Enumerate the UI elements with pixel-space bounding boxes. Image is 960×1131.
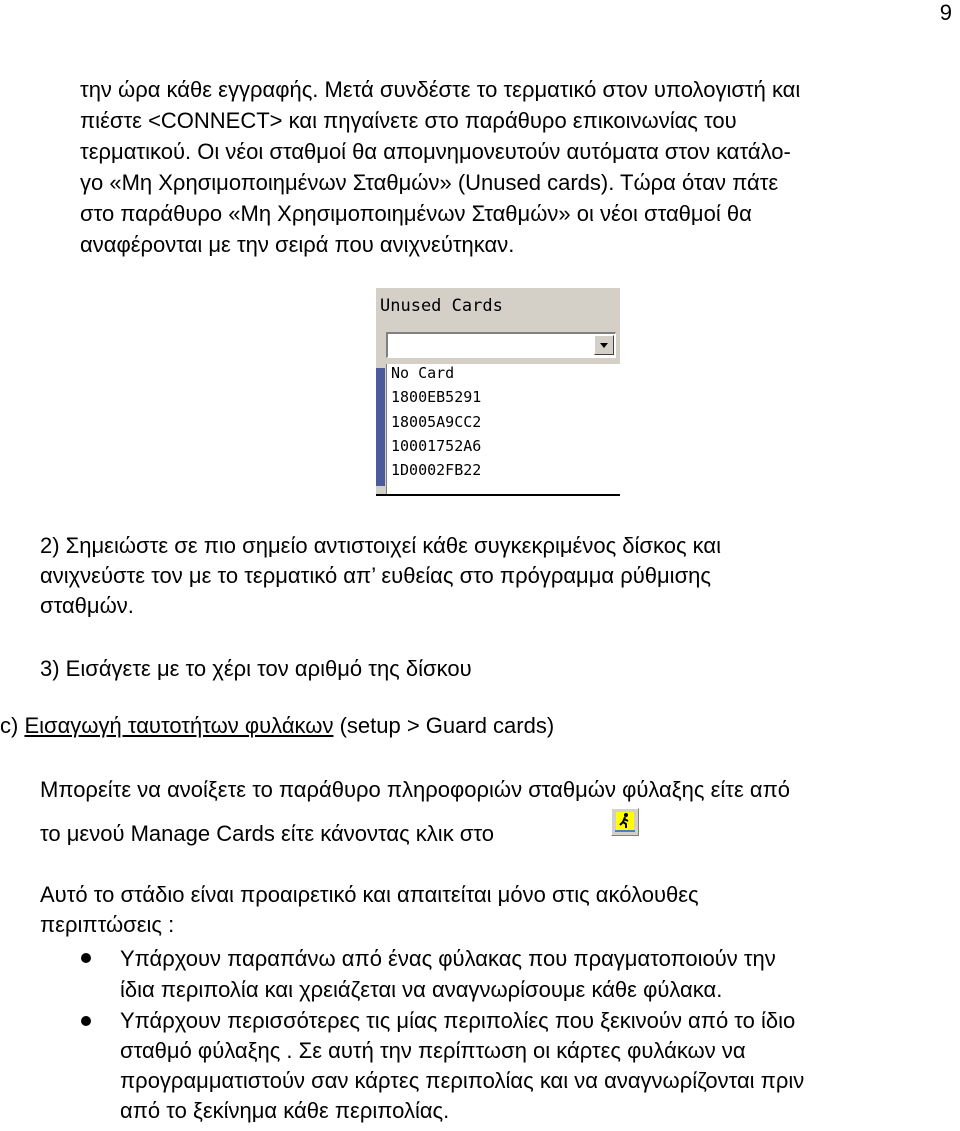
list-item[interactable]: 1800EB5291	[391, 388, 482, 406]
section-menu-path: (setup > Guard cards)	[333, 713, 555, 738]
dropdown-button[interactable]	[594, 335, 614, 355]
intro-line: πιέστε <CONNECT> και πηγαίνετε στο παράθυρο επικοινωνίας του	[80, 108, 737, 133]
intro-line: τερματικού. Οι νέοι σταθμοί θα απομνημονευτούν αυτόματα στον κατάλο-	[80, 139, 791, 164]
bullet-line: σταθμό φύλαξης . Σε αυτή την περίπτωση οι κάρτες φυλάκων να	[120, 1038, 746, 1063]
bullet-icon	[81, 1016, 91, 1026]
list-item[interactable]: 18005A9CC2	[391, 413, 482, 431]
page-number: 9	[939, 0, 952, 25]
optional-line: περιπτώσεις :	[40, 912, 175, 937]
bullet-line: ίδια περιπολία και χρειάζεται να αναγνωρίσουμε κάθε φύλακα.	[120, 977, 723, 1002]
intro-line: γο «Μη Χρησιμοποιημένων Σταθμών» (Unused cards). Τώρα όταν πάτε	[80, 170, 779, 195]
intro-line: αναφέρονται με την σειρά που ανιχνεύτηκαν.	[80, 232, 515, 257]
step2-line: 2) Σημειώστε σε πιο σημείο αντιστοιχεί κάθε συγκεκριμένος δίσκος και	[40, 533, 722, 558]
unused-cards-combo[interactable]	[386, 332, 616, 358]
bullet-line: Υπάρχουν παραπάνω από ένας φύλακας που πραγματοποιούν την	[120, 946, 776, 971]
bullet-line: Υπάρχουν περισσότερες τις μίας περιπολίες που ξεκινούν από το ίδιο	[120, 1008, 796, 1033]
section-title: Εισαγωγή ταυτοτήτων φυλάκων	[24, 713, 334, 738]
unused-cards-screenshot	[376, 288, 620, 496]
list-item[interactable]: 1D0002FB22	[391, 461, 482, 479]
step2-paragraph	[40, 531, 721, 621]
open-window-line-1: Μπορείτε να ανοίξετε το παράθυρο πληροφοριών σταθμών φύλαξης είτε από	[40, 777, 791, 802]
bullet-line: προγραμματιστούν σαν κάρτες περιπολίας και να αναγνωρίζονται πριν	[120, 1068, 805, 1093]
list-item[interactable]: 10001752A6	[391, 437, 482, 455]
optional-line: Αυτό το στάδιο είναι προαιρετικό και απαιτείται μόνο στις ακόλουθες	[40, 882, 699, 907]
widget-bottom-edge	[376, 494, 620, 496]
list-side-strip	[376, 368, 385, 486]
step2-line: σταθμών.	[40, 593, 134, 618]
unused-cards-list[interactable]	[386, 364, 620, 496]
step2-line: ανιχνεύστε τον με το τερματικό απ’ ευθείας στο πρόγραμμα ρύθμισης	[40, 563, 711, 588]
unused-cards-title: Unused Cards	[380, 296, 503, 316]
intro-line: στο παράθυρο «Μη Χρησιμοποιημένων Σταθμών» οι νέοι σταθμοί θα	[80, 201, 752, 226]
section-label: c)	[0, 713, 25, 738]
chevron-down-icon	[600, 343, 608, 348]
running-man-icon[interactable]	[611, 808, 639, 836]
open-window-line-2: το μενού Manage Cards είτε κάνοντας κλικ στο	[40, 821, 494, 846]
bullet-icon	[81, 953, 91, 963]
intro-line: την ώρα κάθε εγγραφής. Μετά συνδέστε το τερματικό στον υπολογιστή και	[80, 77, 801, 102]
optional-paragraph	[40, 880, 699, 940]
bullet-item	[120, 1006, 804, 1126]
bullet-line: από το ξεκίνημα κάθε περιπολίας.	[120, 1098, 450, 1123]
intro-paragraph	[80, 74, 800, 260]
bullet-item	[120, 943, 776, 1005]
list-item[interactable]: No Card	[391, 364, 455, 382]
step3-paragraph: 3) Εισάγετε με το χέρι τον αριθμό της δίσκου	[40, 656, 472, 681]
guard-cards-heading	[0, 713, 554, 739]
